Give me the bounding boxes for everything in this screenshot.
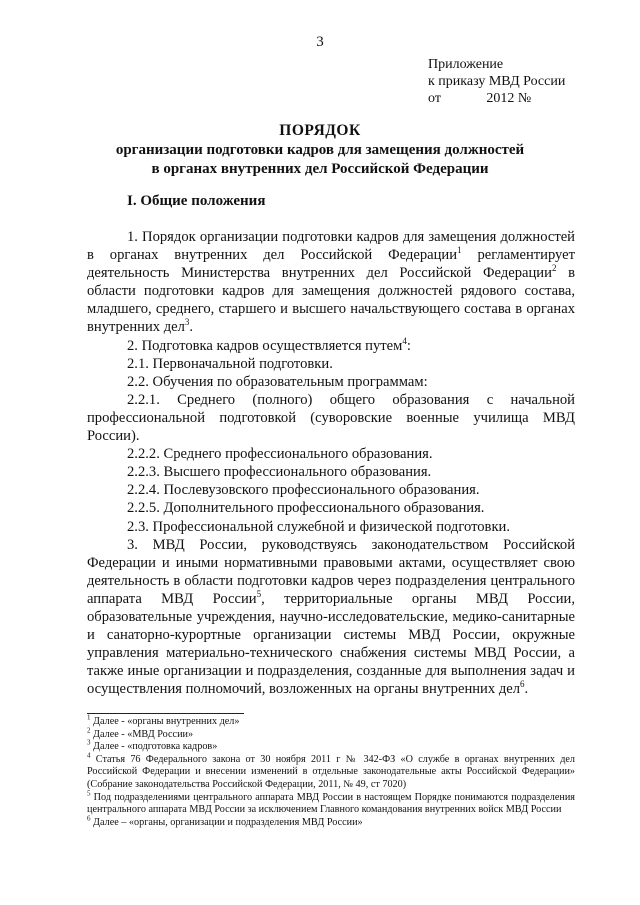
- footnote-text: Под подразделениями центрального аппарата МВД России в настоящем Порядке понимаются подразделения центрального аппарата МВД России за исключением Главного командования внутренних войск МВД России: [87, 791, 575, 816]
- page-number: 3: [316, 34, 324, 50]
- document-body: [87, 228, 575, 698]
- list-item: 2.1. Первоначальной подготовки.: [127, 355, 333, 372]
- footnote-ref: 2: [551, 263, 557, 274]
- footnote-ref: 1: [457, 245, 462, 256]
- paragraph-text: 1. Порядок организации подготовки кадров для замещения должностей в органах внутренних дел Российской Федерации: [87, 229, 575, 264]
- appendix-block: [428, 56, 565, 107]
- footnote: [87, 726, 575, 742]
- footnote-ref: 3: [184, 317, 190, 328]
- paragraph-text: 3. МВД России, руководствуясь законодательством Российской Федерации и иными нормативными правовыми актами, осуществляет свою деятельность в области подготовки кадров через подразделения центрального аппарата МВД России: [87, 536, 575, 607]
- footnote-number: 1: [87, 713, 91, 722]
- footnote-text: Далее – «органы, организации и подразделения МВД России»: [90, 816, 363, 828]
- paragraph-1: [87, 228, 575, 337]
- appendix-line: к приказу МВД России: [428, 74, 566, 89]
- footnote-number: 2: [87, 726, 91, 735]
- footnote-number: 6: [87, 814, 91, 823]
- list-item: 2.2.3. Высшего профессионального образования.: [127, 464, 432, 481]
- paragraph-text: .: [189, 319, 194, 336]
- paragraph-2: [87, 337, 575, 355]
- document-title: ПОРЯДОК: [279, 122, 361, 139]
- list-item: 2.2.5. Дополнительного профессионального образования.: [127, 500, 485, 517]
- subtitle-line: в органах внутренних дел Российской Федерации: [151, 161, 489, 177]
- footnote-number: 4: [87, 751, 91, 760]
- footnote: [87, 789, 575, 817]
- footnote: [87, 814, 575, 830]
- footnote-ref: 4: [402, 335, 407, 346]
- footnote: [87, 738, 575, 754]
- footnote-text: Статья 76 Федерального закона от 30 ноября 2011 г № 342-ФЗ «О службе в органах внутренних дел Российской Федерации и внесении изменений в отдельные законодательные акты Российской Федерации» (Собрание законодательства Российской Федерации, 2011, № 49, ст 7020): [87, 753, 575, 790]
- paragraph-text: .: [524, 681, 529, 698]
- footnote: [87, 713, 575, 729]
- subtitle-line: организации подготовки кадров для замещения должностей: [115, 142, 525, 158]
- footnote-ref: 5: [256, 589, 262, 600]
- document-subtitle: [0, 141, 640, 179]
- footnote: [87, 751, 575, 792]
- paragraph-3: [87, 536, 575, 699]
- list-item: 2.2.2. Среднего профессионального образования.: [127, 446, 433, 463]
- appendix-line: от 2012 №: [428, 91, 532, 106]
- footnotes: [87, 713, 575, 829]
- footnote-number: 3: [87, 738, 91, 747]
- list-item: 2.2.4. Послевузовского профессионального образования.: [127, 482, 480, 499]
- paragraph-text: 2. Подготовка кадров осуществляется путем: [127, 337, 403, 354]
- list-item: 2.3. Профессиональной служебной и физической подготовки.: [127, 518, 510, 535]
- list-item: 2.2.1. Среднего (полного) общего образования с начальной профессиональной подготовкой (суворовские военные училища МВД России).: [87, 391, 575, 445]
- footnote-text: Далее - «органы внутренних дел»: [90, 716, 240, 727]
- appendix-line: Приложение: [428, 57, 504, 72]
- paragraph-text: :: [406, 337, 411, 354]
- footnote-ref: 6: [520, 679, 525, 690]
- paragraph-text: в области подготовки кадров для замещения должностей рядового состава, младшего, среднего, старшего и высшего начальствующего состава в органах внутренних дел: [87, 265, 576, 336]
- paragraph-text: регламентирует деятельность Министерства внутренних дел Российской Федерации: [87, 247, 576, 282]
- footnote-text: Далее - «МВД России»: [90, 728, 194, 740]
- section-heading: I. Общие положения: [127, 193, 266, 209]
- paragraph-text: , территориальные органы МВД России, образовательные учреждения, научно-исследовательские, медико-санитарные и санаторно-курортные организации системы МВД России, окружные управления материально-технического снабжения системы МВД России, а также иные организации и подразделения, созданные для выполнения задач и осуществления полномочий, возложенных на органы внутренних дел: [87, 590, 575, 698]
- list-item: 2.2. Обучения по образовательным программам:: [127, 373, 428, 390]
- footnote-number: 5: [87, 789, 91, 798]
- footnote-text: Далее - «подготовка кадров»: [90, 741, 218, 753]
- footnote-divider: [87, 713, 244, 714]
